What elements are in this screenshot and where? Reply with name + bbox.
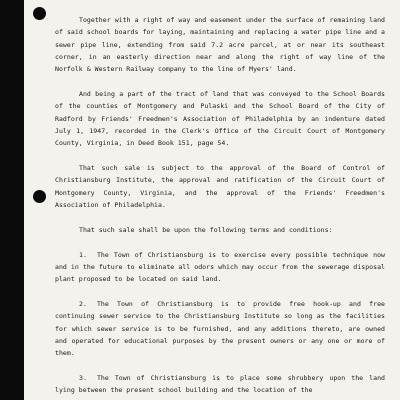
- paragraph-terms-intro: That such sale shall be upon the following terms and conditions:: [79, 225, 333, 234]
- paragraph-right-of-way: Together with a right of way and easement under the surface of remaining land of said school boards for laying, maintaining and replacing a water pipe line and a sewer pipe line, extending from said 7.2 acre parcel, at or near its southeast corner, in an easterly direction near and along the right of way line of the Norfolk & Western Railway company to the line of Myers' land.: [55, 16, 385, 74]
- paragraph-tract-conveyance: And being a part of the tract of land that was conveyed to the School Boards of the counties of Montgomery and Pulaski and the School Board of the City of Radford by Friends' Freedmen's Association of Philadelphia by an indenture dated July 1, 1947, recorded in the Clerk's Office of the Circuit Court of Montgomery County, Virginia, in Deed Book 151, page 54.: [55, 90, 385, 148]
- condition-text: The Town of Christiansburg is to exercise every possible technique now and in the future to eliminate all odors which may occur from the sewerage disposal plant proposed to be located on said land.: [55, 250, 385, 284]
- condition-item: [55, 249, 385, 286]
- condition-number: 2.: [79, 299, 87, 308]
- condition-number: 1.: [79, 250, 87, 259]
- condition-item: [55, 298, 385, 360]
- condition-text: The Town of Christiansburg is to place some shrubbery upon the land lying between the present school building and the location of the: [55, 373, 385, 395]
- document-page: [24, 0, 400, 400]
- condition-number: 3.: [79, 373, 87, 382]
- condition-item: [55, 372, 385, 397]
- document-body: [55, 14, 385, 400]
- binder-hole-top: [33, 7, 46, 20]
- binder-hole-middle: [33, 190, 46, 203]
- condition-text: The Town of Christiansburg is to provide free hook-up and free continuing sewer service to the Christiansburg Institute so long as the facilities for which sewer service is to be furnished, and any additions thereto, are owned and operated for educational purposes by the present owners or any one or more of them.: [55, 299, 385, 358]
- paragraph-sale-approval: That such sale is subject to the approval of the Board of Control of Christiansburg Institute, the approval and ratification of the Circuit Court of Montgomery County, Virginia, and the approval of the Friends' Freedmen's Association of Philadelphia.: [55, 164, 385, 210]
